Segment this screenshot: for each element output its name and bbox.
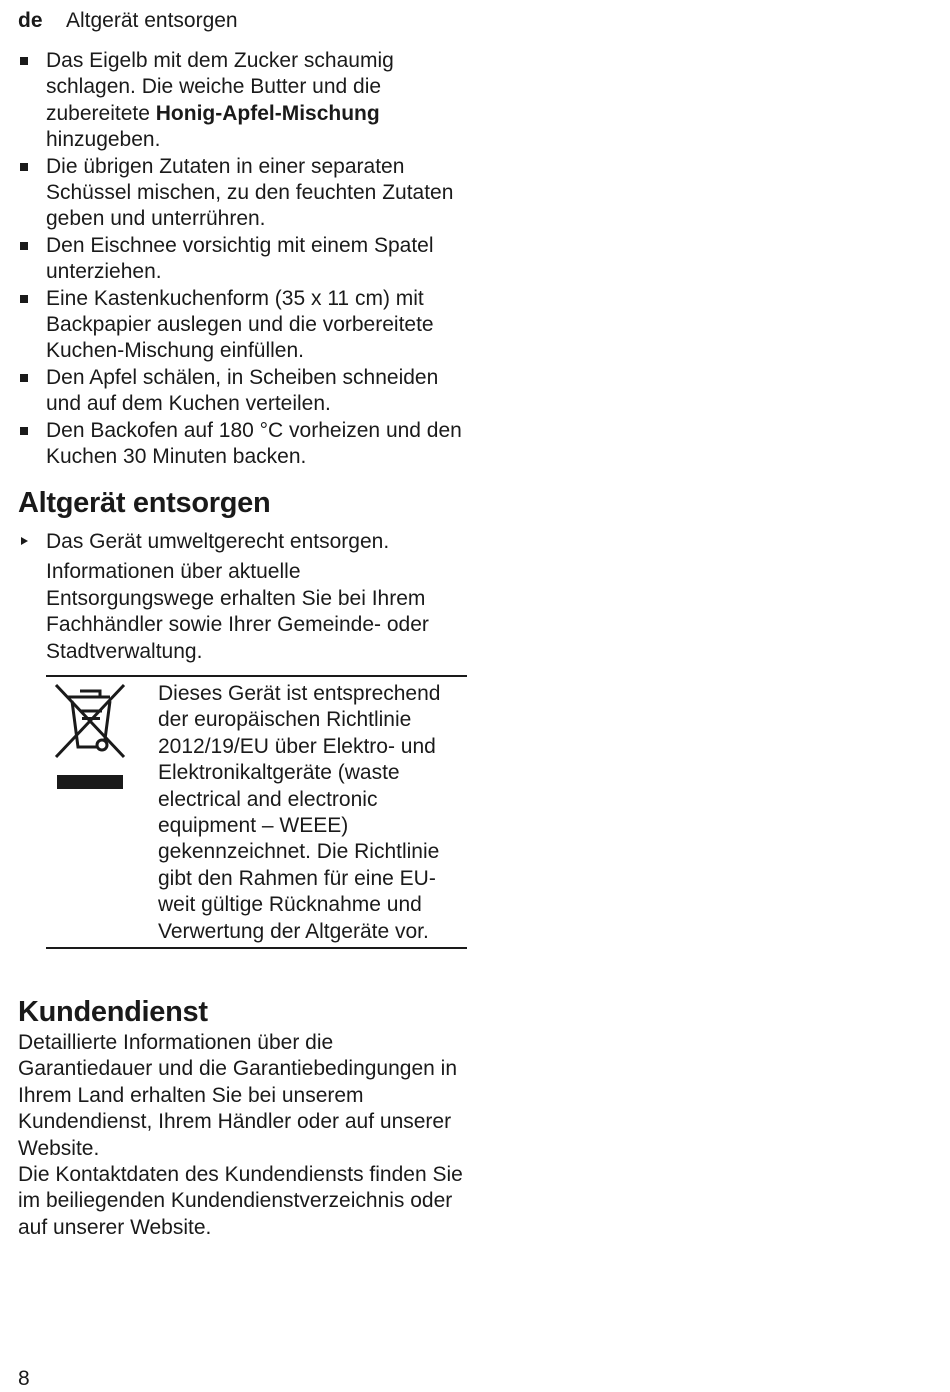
service-paragraph: Detaillierte Informationen über die Garantiedauer und die Garantiebedingungen in Ihrem Land erhalten Sie bei unserem Kundendienst, Ihrem Händler oder auf unserer Website.	[18, 1031, 458, 1160]
bullet-square	[20, 242, 28, 250]
list-item: Den Apfel schälen, in Scheiben schneiden und auf dem Kuchen verteilen.	[18, 365, 470, 418]
page-number: 8	[18, 1367, 30, 1390]
triangle-bullet-icon	[21, 537, 28, 545]
list-item: Eine Kastenkuchenform (35 x 11 cm) mit Backpapier auslegen und die vorbereitete Kuchen-Mischung einfüllen.	[18, 286, 470, 365]
service-section	[18, 1030, 473, 1241]
crossed-out-wheelie-bin-icon	[54, 681, 126, 793]
bullet-square	[20, 295, 28, 303]
disposal-info: Informationen über aktuelle Entsorgungswege erhalten Sie bei Ihrem Fachhändler sowie Ihrer Gemeinde- oder Stadtverwaltung.	[46, 560, 429, 663]
service-paragraph: Die Kontaktdaten des Kundendiensts finden Sie im beiliegenden Kundendienstverzeichnis oder auf unserer Website.	[18, 1163, 463, 1239]
bold-ingredient: Honig-Apfel-Mischung	[155, 101, 380, 125]
service-heading: Kundendienst	[18, 996, 208, 1028]
bullet-square	[20, 163, 28, 171]
disposal-section	[18, 529, 470, 665]
language-code: de	[18, 9, 43, 32]
weee-notice	[46, 675, 467, 949]
bullet-square	[20, 57, 28, 65]
recipe-step-list	[18, 48, 470, 471]
bullet-square	[20, 427, 28, 435]
disposal-heading: Altgerät entsorgen	[18, 487, 271, 519]
running-header	[18, 7, 238, 35]
list-item: Die übrigen Zutaten in einer separaten Schüssel mischen, zu den feuchten Zutaten geben und unterrühren.	[18, 154, 470, 233]
list-item: Das Eigelb mit dem Zucker schaumig schlagen. Die weiche Butter und die zubereitete Honig-Apfel-Mischung hinzugeben.	[18, 48, 470, 154]
header-title: Altgerät entsorgen	[66, 9, 238, 32]
list-item: Den Backofen auf 180 °C vorheizen und den Kuchen 30 Minuten backen.	[18, 418, 470, 471]
bullet-square	[20, 374, 28, 382]
weee-text: Dieses Gerät ist entsprechend der europäischen Richtlinie 2012/19/EU über Elektro- und Elektronikaltgeräte (waste electrical and electronic equipment – WEEE) gekennzeichnet. Die Richtlinie gibt den Rahmen für eine EU-weit gültige Rücknahme und Verwertung der Altgeräte vor.	[158, 682, 441, 943]
action-step: Das Gerät umweltgerecht entsorgen.	[18, 529, 470, 555]
list-item: Den Eischnee vorsichtig mit einem Spatel unterziehen.	[18, 233, 470, 286]
